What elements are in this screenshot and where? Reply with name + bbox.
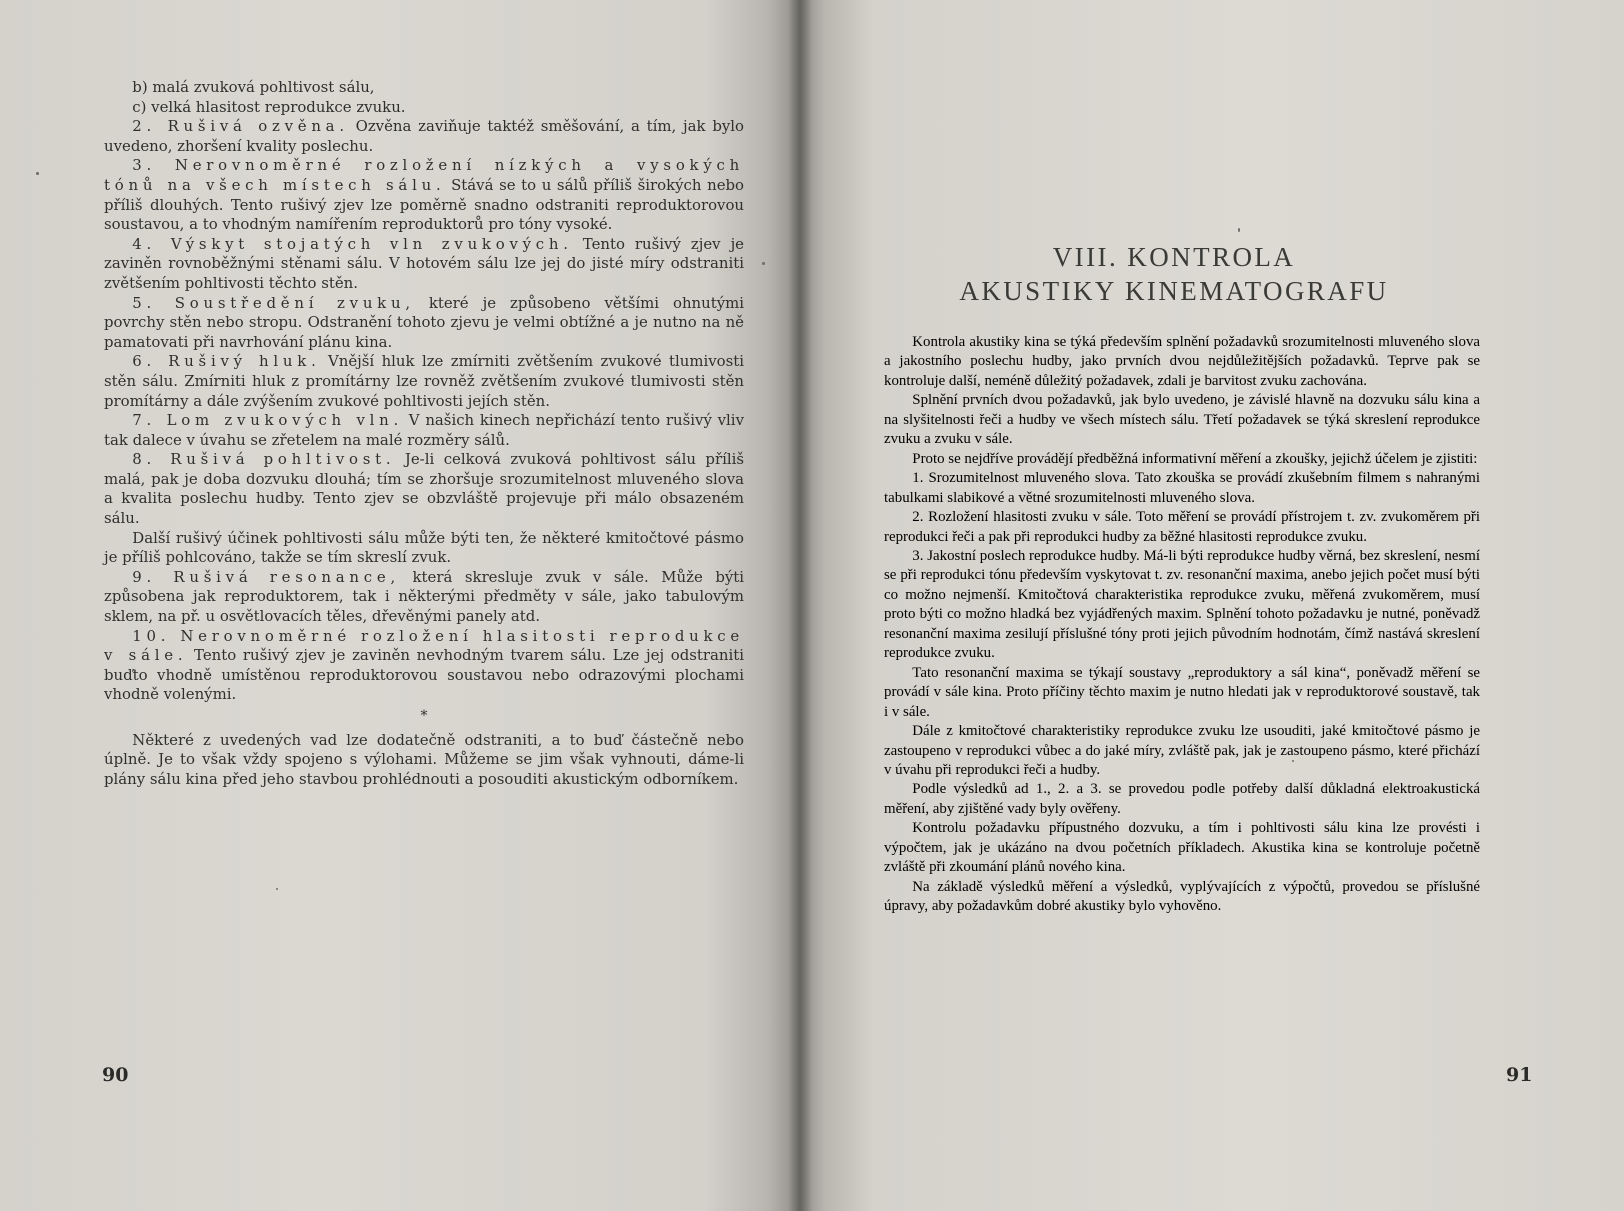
left-page-body	[104, 78, 744, 789]
paragraph-lead: 7. Lom zvukových vln.	[132, 411, 404, 430]
paragraph-5: 5. Soustředění zvuku, které je způsobeno většími ohnutými povrchy stěn nebo stropu. Odstranění tohoto zjevu je velmi obtížné a je nutno na ně pamatovati při navrhování plánu kina.	[104, 293, 744, 351]
chapter-heading-line-2: AKUSTIKY KINEMATOGRAFU	[959, 276, 1389, 306]
paragraph-lead: 10. Nerovnoměrné rozložení hlasitosti reprodukce v sále.	[104, 626, 744, 665]
paragraph: Na základě výsledků měření a výsledků, vyplývajících z výpočtů, provedou se příslušné úpravy, aby požadavkům dobré akustiky bylo vyhověno.	[884, 878, 1480, 915]
paragraph-3: 3. Nerovnoměrné rozložení nízkých a vysokých tónů na všech místech sálu. Stává se to u sálů příliš širokých nebo příliš dlouhých. Tento rušivý zjev lze poměrně snadno odstraniti reproduktorovou soustavou, a to vhodným namířením reproduktorů pro tóny vysoké.	[104, 156, 745, 234]
paragraph-6: 6. Rušivý hluk. Vnější hluk lze zmírniti zvětšením zvukové tlumivosti stěn sálu. Zmírniti hluk z promítárny lze rovněž zvětšením zvukové tlumivosti stěn promítárny a dále zvýšením zvukové pohltivosti jejích stěn.	[104, 352, 744, 410]
print-speck	[276, 888, 278, 890]
left-page	[0, 0, 800, 1211]
paragraph-8-continued: Další rušivý účinek pohltivosti sálu může býti ten, že některé kmitočtové pásmo je příliš pohlcováno, takže se tím skreslí zvuk.	[104, 528, 744, 567]
paragraph-2: 2. Rušivá ozvěna. Ozvěna zaviňuje taktéž směšování, a tím, jak bylo uvedeno, zhoršení kvality poslechu.	[104, 117, 744, 155]
page-number-right: 91	[1506, 1064, 1533, 1086]
list-item-b: b) malá zvuková pohltivost sálu,	[132, 78, 375, 96]
paragraph: Dále z kmitočtové charakteristiky reprodukce zvuku lze usouditi, jaké kmitočtové pásmo je zastoupeno v reprodukci vůbec a do jaké míry, zvláště pak, jak je zastoupeno pásmo, které přichází v úvahu při reprodukci řeči a hudby.	[884, 723, 1480, 778]
paragraph: Proto se nejdříve provádějí předběžná informativní měření a zkoušky, jejichž účelem je zjistiti:	[912, 450, 1478, 467]
section-separator: *	[420, 708, 428, 724]
list-item-1: 1. Srozumitelnost mluveného slova. Tato zkouška se provádí zkušebním filmem s nahranými tabulkami slabikové a větné srozumitelnosti mluveného slova.	[884, 470, 1480, 506]
paragraph-8: 8. Rušivá pohltivost. Je-li celková zvuková pohltivost sálu příliš malá, pak je doba dozvuku dlouhá; tím se zhoršuje srozumitelnost mluveného slova a kvalita poslechu hudby. Tento zjev se obzvláště projevuje při málo obsazeném sálu.	[104, 450, 744, 528]
paragraph-lead: 3. Nerovnoměrné rozložení nízkých a vysokých tónů na všech místech sálu.	[104, 156, 744, 194]
paragraph: Kontrola akustiky kina se týká především splnění požadavků srozumitelnosti mluveného slova a jakostního poslechu hudby, jako prvních dvou nejdůležitějších požadavků. Teprve pak se kontroluje další, neméně důležitý požadavek, zdali je barvitost zvuku zachována.	[884, 334, 1480, 389]
paragraph: Podle výsledků ad 1., 2. a 3. se provedou podle potřeby další důkladná elektroakustická měření, aby zjištěné vady byly ověřeny.	[884, 781, 1480, 817]
paragraph-lead: 8. Rušivá pohltivost.	[132, 450, 396, 469]
paragraph: Splnění prvních dvou požadavků, jak bylo uvedeno, je závislé hlavně na dozvuku sálu kina a na slyšitelnosti řeči a hudby ve všech místech sálu. Třetí požadavek se týká skreslení reprodukce zvuku a zvuku v sále.	[884, 392, 1480, 448]
chapter-heading	[900, 240, 1448, 308]
right-page-body	[884, 333, 1480, 917]
paragraph-lead: 9. Rušivá resonance,	[132, 567, 400, 586]
closing-paragraph: Některé z uvedených vad lze dodatečně odstraniti, a to buď částečně nebo úplně. Je to však vždy spojeno s výlohami. Můžeme se jim však vyhnouti, dáme-li plány sálu kina před jeho stavbou prohlédnouti a posouditi akustickým odborníkem.	[104, 730, 744, 788]
paragraph: Tato resonanční maxima se týkají soustavy „reproduktory a sál kina“, poněvadž měření se provádí v sále kina. Proto příčiny těchto maxim je nutno hledati jak v reproduktorové soustavě, tak i v sále.	[884, 664, 1480, 720]
paragraph-lead: 6. Rušivý hluk.	[132, 352, 321, 371]
paragraph-9: 9. Rušivá resonance, která skresluje zvuk v sále. Může býti způsobena jak reproduktorem, tak i některými předměty v sále, jako tabulovým sklem, na př. u osvětlovacích těles, dřevěnými panely atd.	[104, 567, 745, 626]
paragraph-7: 7. Lom zvukových vln. V našich kinech nepřichází tento rušivý vliv tak dalece v úvahu se zřetelem na malé rozměry sálů.	[104, 411, 744, 449]
paragraph-lead: 2. Rušivá ozvěna.	[132, 117, 349, 136]
list-item-2: 2. Rozložení hlasitosti zvuku v sále. Toto měření se provádí přístrojem t. zv. zvukoměrem při reprodukci řeči a pak při reprodukci hudby za běžné hlasitosti reprodukce zvuku.	[884, 509, 1480, 545]
paragraph-10: 10. Nerovnoměrné rozložení hlasitosti reprodukce v sále. Tento rušivý zjev je zaviněn nevhodným tvarem sálu. Lze jej odstraniti buďto vhodně umístěnou reproduktorovou soustavou nebo odrazovými plochami vhodně volenými.	[104, 626, 744, 704]
print-speck	[762, 262, 765, 265]
paragraph-lead: 4. Výskyt stojatých vln zvukových.	[132, 234, 573, 253]
paragraph: Kontrolu požadavku přípustného dozvuku, a tím i pohltivosti sálu kina lze provésti i výpočtem, jak je ukázáno na dvou početních příkladech. Akustika kina se kontroluje početně zvláště při zkoumání plánů nového kina.	[884, 820, 1480, 876]
chapter-heading-line-1: VIII. KONTROLA	[1052, 242, 1296, 272]
list-item-c: c) velká hlasitost reprodukce zvuku.	[132, 97, 406, 116]
page-number-left: 90	[102, 1064, 129, 1086]
list-item-3: 3. Jakostní poslech reprodukce hudby. Má-li býti reprodukce hudby věrná, bez skreslení, nesmí se při reprodukci tónu především vyskytovat t. zv. resonanční maxima, anebo jejich počet musí býti co možno nejmenší. Kmitočtová charakteristika reprodukce zvuku, měřená zvukoměrem, musí proto býti co možno hladká bez vyjádřených maxim. Splnění tohoto požadavku je nutné, poněvadž resonanční maxima zesilují příslušné tóny proti jejich původním hodnotám, čímž nastává skreslení reprodukce zvuku.	[884, 547, 1480, 662]
paragraph-lead: 5. Soustředění zvuku,	[132, 293, 415, 312]
print-speck	[1238, 228, 1240, 232]
paragraph-4: 4. Výskyt stojatých vln zvukových. Tento rušivý zjev je zaviněn rovnoběžnými stěnami sálu. V hotovém sálu lze jej do jisté míry odstraniti zvětšením pohltivosti těchto stěn.	[104, 234, 744, 292]
print-speck	[36, 172, 39, 175]
